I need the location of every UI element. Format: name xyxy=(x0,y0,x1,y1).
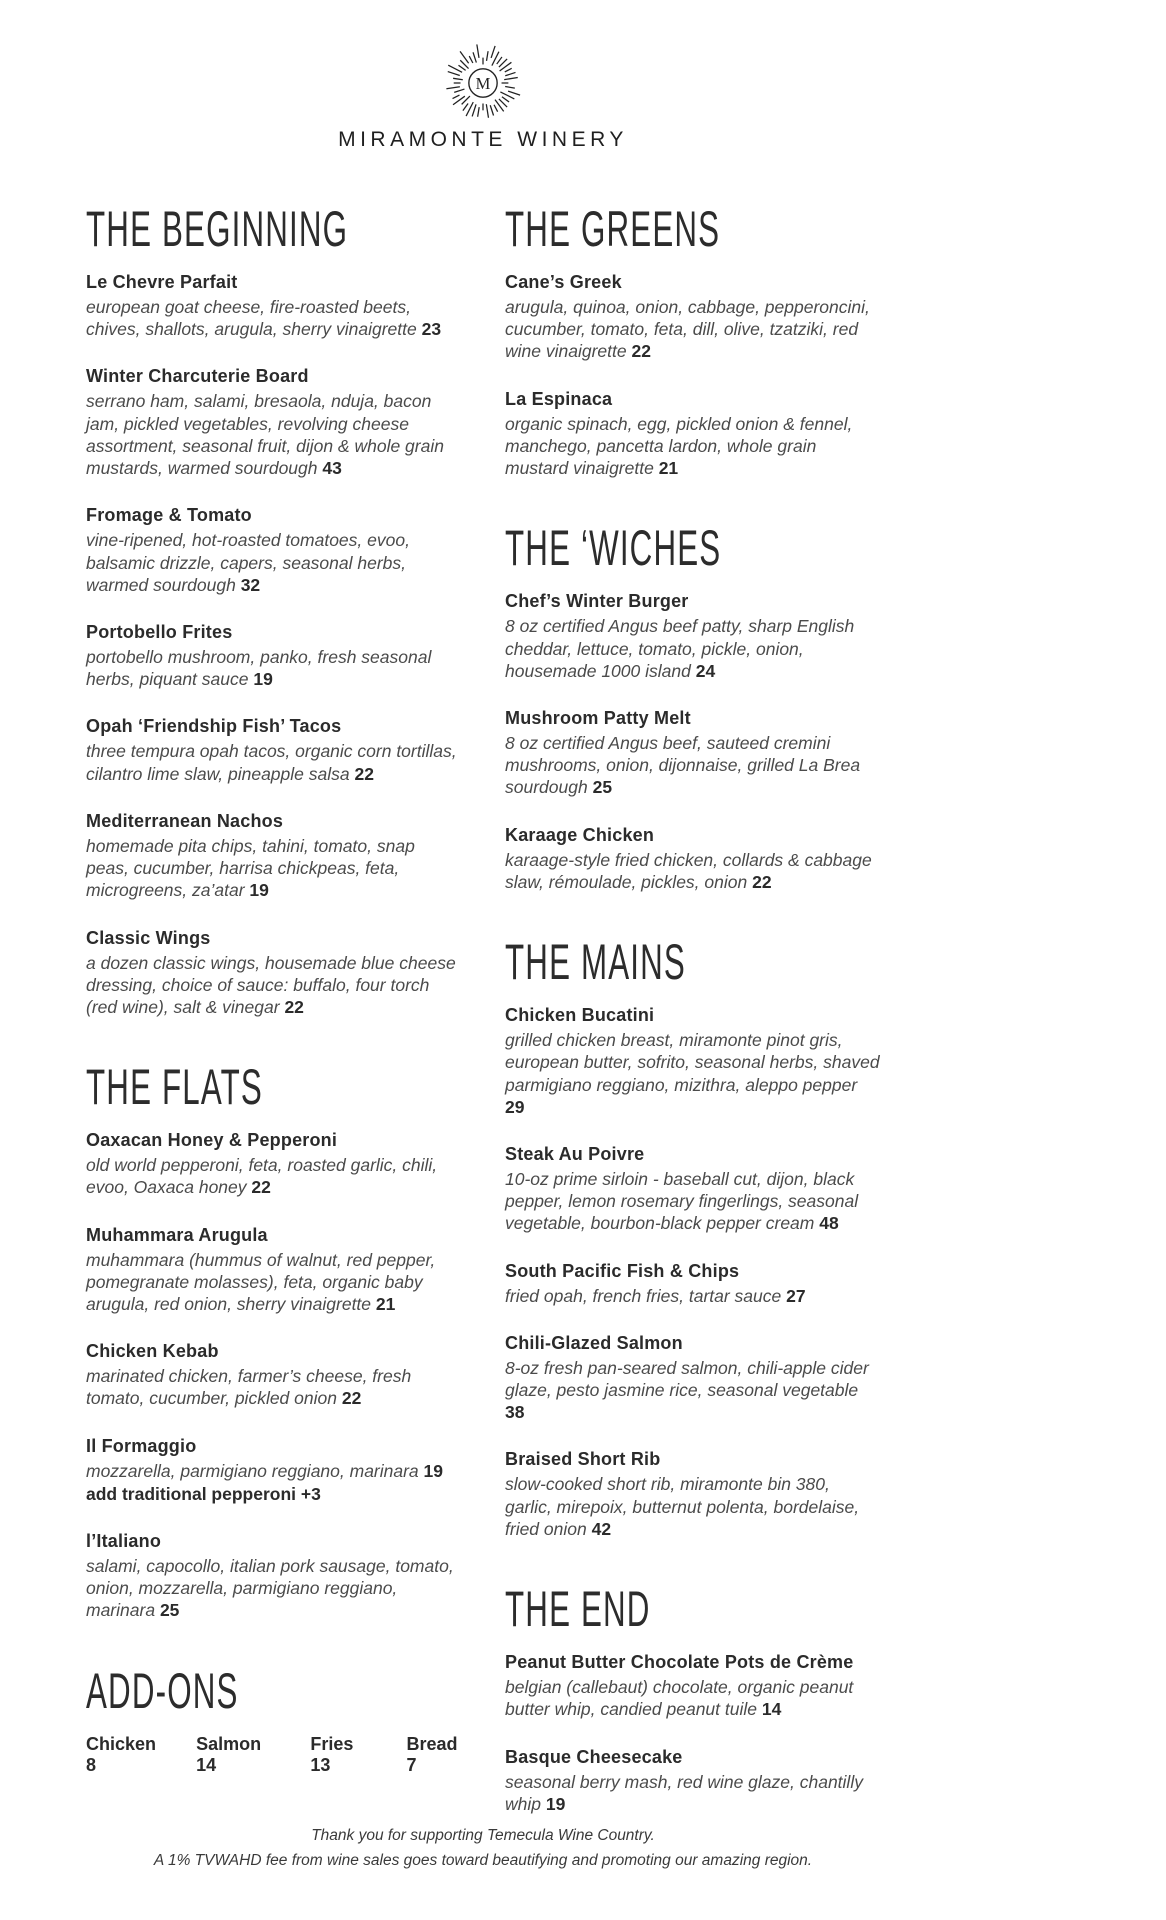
addon-price: 13 xyxy=(310,1754,331,1775)
menu-item xyxy=(86,1225,461,1316)
item-price: 19 xyxy=(249,880,269,901)
item-name: Cane’s Greek xyxy=(505,272,622,292)
item-price: 21 xyxy=(658,458,679,479)
item-description-row xyxy=(86,1365,461,1409)
item-price: 19 xyxy=(253,669,273,690)
item-name: Chef’s Winter Burger xyxy=(505,591,689,612)
item-name: Karaage Chicken xyxy=(505,824,655,845)
item-description: organic spinach, egg, pickled onion & fennel, manchego, pancetta lardon, whole grain mustard vinaigrette xyxy=(505,413,853,479)
addon-price: 7 xyxy=(406,1754,417,1775)
item-name: Peanut Butter Chocolate Pots de Crème xyxy=(505,1652,854,1673)
item-name: l’Italiano xyxy=(86,1530,162,1551)
section-title: ADD-ONS xyxy=(86,1663,239,1719)
sunburst-monogram-icon xyxy=(442,42,524,124)
section-heading xyxy=(86,196,461,258)
logo-letter: M xyxy=(475,73,491,93)
menu-item xyxy=(86,811,461,902)
item-name: Basque Cheesecake xyxy=(505,1746,683,1767)
item-name: Winter Charcuterie Board xyxy=(86,366,309,387)
item-price: 19 xyxy=(423,1460,444,1481)
item-description: old world pepperoni, feta, roasted garlic, chili, evoo, Oaxaca honey xyxy=(86,1155,438,1198)
item-description-row xyxy=(86,1249,461,1316)
item-description-row xyxy=(505,1473,880,1540)
item-description: 8-oz fresh pan-seared salmon, chili-apple cider glaze, pesto jasmine rice, seasonal vegetable xyxy=(505,1357,869,1401)
section-title: THE MAINS xyxy=(505,934,686,991)
item-price: 24 xyxy=(695,660,716,681)
menu-item xyxy=(505,708,880,799)
item-description-row xyxy=(86,835,461,902)
item-description: 10-oz prime sirloin - baseball cut, dijon, black pepper, lemon rosemary fingerlings, seasonal vegetable, bourbon-black pepper cream xyxy=(505,1168,859,1234)
item-description-row xyxy=(505,1676,880,1720)
item-description: vine-ripened, hot-roasted tomatoes, evoo, balsamic drizzle, capers, seasonal herbs, warmed sourdough xyxy=(86,530,410,595)
item-name: Fromage & Tomato xyxy=(86,505,252,526)
item-description-row xyxy=(505,1771,880,1815)
item-price: 14 xyxy=(761,1699,782,1720)
menu-item xyxy=(86,272,461,340)
section-heading xyxy=(505,929,880,991)
item-price: 27 xyxy=(786,1285,806,1306)
item-price: 22 xyxy=(354,763,374,784)
item-name: Braised Short Rib xyxy=(505,1449,661,1470)
menu-item xyxy=(505,1333,880,1424)
item-description-row xyxy=(86,1555,461,1622)
item-name: Mediterranean Nachos xyxy=(86,810,284,831)
item-name: Steak Au Poivre xyxy=(505,1143,645,1164)
menu-item xyxy=(86,1531,461,1622)
item-name: Opah ‘Friendship Fish’ Tacos xyxy=(86,716,342,737)
addon-name: Bread xyxy=(406,1733,458,1754)
menu-item xyxy=(86,716,461,784)
item-description-row xyxy=(86,740,461,784)
section-title: THE ‘WICHES xyxy=(505,521,722,577)
item-price: 42 xyxy=(591,1518,612,1539)
item-price: 38 xyxy=(505,1402,525,1423)
item-description-row xyxy=(86,529,461,596)
item-description-row xyxy=(505,615,880,682)
menu-item xyxy=(86,1130,461,1198)
item-price: 22 xyxy=(631,341,651,362)
brand-name: MIRAMONTE WINERY xyxy=(338,128,628,151)
menu-item xyxy=(505,1747,880,1815)
addon-item xyxy=(310,1734,366,1776)
menu-item xyxy=(505,825,880,893)
addon-item xyxy=(196,1734,270,1776)
item-name: Chicken Bucatini xyxy=(505,1005,655,1026)
item-description: 8 oz certified Angus beef patty, sharp English cheddar, lettuce, tomato, pickle, onion, housemade 1000 island xyxy=(505,616,855,681)
menu-section xyxy=(86,1054,461,1621)
item-name: Muhammara Arugula xyxy=(86,1224,268,1245)
menu-item xyxy=(505,1652,880,1720)
menu-item xyxy=(505,272,880,363)
menu-columns xyxy=(86,196,880,1841)
item-description-row xyxy=(86,646,461,690)
item-description-row xyxy=(505,732,880,799)
menu-item xyxy=(505,389,880,480)
item-name: Portobello Frites xyxy=(86,621,233,642)
item-description: serrano ham, salami, bresaola, nduja, bacon jam, pickled vegetables, revolving cheese assortment, seasonal fruit, dijon & whole grain mustards, warmed sourdough xyxy=(86,391,444,479)
item-description: karaage-style fried chicken, collards & cabbage slaw, rémoulade, pickles, onion xyxy=(505,849,872,892)
item-description-row xyxy=(505,296,880,363)
footer xyxy=(86,1824,880,1874)
menu-section xyxy=(505,1576,880,1815)
footer-line-1: Thank you for supporting Temecula Wine Country. xyxy=(311,1827,655,1845)
menu-section xyxy=(505,929,880,1540)
menu-item xyxy=(86,505,461,596)
item-note: add traditional pepperoni +3 xyxy=(86,1483,321,1504)
item-price: 22 xyxy=(341,1388,362,1409)
item-description-row xyxy=(505,413,880,480)
menu-item xyxy=(86,622,461,690)
section-title: THE FLATS xyxy=(86,1060,263,1116)
menu-section xyxy=(505,515,880,893)
item-price: 23 xyxy=(421,319,442,340)
menu-item xyxy=(505,1005,880,1118)
item-name: Oaxacan Honey & Pepperoni xyxy=(86,1130,338,1151)
menu-item xyxy=(86,928,461,1019)
item-description-row xyxy=(505,1029,880,1118)
item-description: arugula, quinoa, onion, cabbage, pepperoncini, cucumber, tomato, feta, dill, olive, tzatziki, red wine vinaigrette xyxy=(505,297,870,362)
item-description-row xyxy=(86,1460,461,1482)
footer-line-2: A 1% TVWAHD fee from wine sales goes toward beautifying and promoting our amazing region. xyxy=(153,1852,813,1870)
item-description: fried opah, french fries, tartar sauce xyxy=(505,1285,782,1306)
item-price: 19 xyxy=(545,1793,566,1814)
item-description-row xyxy=(86,1154,461,1198)
item-price: 29 xyxy=(505,1096,525,1117)
item-description: grilled chicken breast, miramonte pinot gris, european butter, sofrito, seasonal herbs, shaved parmigiano reggiano, mizithra, aleppo pepper xyxy=(505,1030,880,1095)
addon-item xyxy=(86,1734,156,1776)
section-heading xyxy=(505,196,880,258)
section-title: THE BEGINNING xyxy=(86,201,349,258)
menu-item xyxy=(86,1341,461,1409)
section-heading xyxy=(505,515,880,577)
masthead xyxy=(86,42,880,152)
item-description: a dozen classic wings, housemade blue cheese dressing, choice of sauce: buffalo, four torch (red wine), salt & vinegar xyxy=(86,952,456,1017)
addon-name: Fries xyxy=(310,1733,354,1754)
addon-price: 8 xyxy=(86,1754,97,1775)
item-description-row xyxy=(86,952,461,1019)
item-price: 25 xyxy=(592,777,613,798)
item-name: Chicken Kebab xyxy=(86,1341,219,1362)
item-description-row xyxy=(86,390,461,479)
item-price: 43 xyxy=(322,458,342,479)
item-description-row xyxy=(505,1357,880,1424)
menu-item xyxy=(505,1449,880,1540)
section-title: THE GREENS xyxy=(505,201,721,258)
addon-name: Salmon xyxy=(196,1733,262,1754)
item-description: mozzarella, parmigiano reggiano, marinara xyxy=(86,1460,419,1481)
item-name: Mushroom Patty Melt xyxy=(505,707,691,728)
item-price: 25 xyxy=(159,1600,180,1621)
menu-section xyxy=(505,196,880,479)
section-heading xyxy=(86,1658,461,1719)
menu-item xyxy=(86,366,461,479)
item-description: three tempura opah tacos, organic corn tortillas, cilantro lime slaw, pineapple salsa xyxy=(86,741,457,784)
item-description: muhammara (hummus of walnut, red pepper, pomegranate molasses), feta, organic baby arugula, red onion, sherry vinaigrette xyxy=(86,1249,436,1315)
item-price: 21 xyxy=(375,1294,396,1315)
item-price: 22 xyxy=(752,871,772,892)
section-title: THE END xyxy=(505,1582,651,1638)
menu-item xyxy=(86,1436,461,1505)
item-description: belgian (callebaut) chocolate, organic peanut butter whip, candied peanut tuile xyxy=(505,1677,854,1720)
menu-item xyxy=(505,591,880,682)
addon-item xyxy=(407,1734,461,1776)
item-description: seasonal berry mash, red wine glaze, chantilly whip xyxy=(505,1771,863,1814)
item-description: european goat cheese, fire-roasted beets, chives, shallots, arugula, sherry vinaigrette xyxy=(86,297,417,340)
item-price: 22 xyxy=(284,996,304,1017)
winery-logo xyxy=(86,42,880,124)
addon-price: 14 xyxy=(196,1754,217,1775)
menu-column-right xyxy=(505,196,880,1841)
item-description-row xyxy=(505,849,880,893)
item-description-row xyxy=(505,1285,880,1307)
item-description: slow-cooked short rib, miramonte bin 380, garlic, mirepoix, butternut polenta, bordelaise, fried onion xyxy=(505,1474,860,1539)
item-description: salami, capocollo, italian pork sausage, tomato, onion, mozzarella, parmigiano reggiano, marinara xyxy=(86,1555,454,1621)
item-name: South Pacific Fish & Chips xyxy=(505,1260,740,1281)
menu-section xyxy=(86,1658,461,1776)
item-description-row xyxy=(86,296,461,340)
item-name: Il Formaggio xyxy=(86,1435,197,1456)
item-name: Classic Wings xyxy=(86,927,211,948)
item-price: 48 xyxy=(819,1213,839,1234)
item-price: 22 xyxy=(251,1177,271,1198)
item-name: La Espinaca xyxy=(505,388,613,409)
item-name: Chili-Glazed Salmon xyxy=(505,1332,683,1353)
section-heading xyxy=(86,1054,461,1116)
addon-name: Chicken xyxy=(86,1733,157,1754)
menu-section xyxy=(86,196,461,1018)
item-description: portobello mushroom, panko, fresh seasonal herbs, piquant sauce xyxy=(86,646,432,690)
section-heading xyxy=(505,1576,880,1638)
menu-item xyxy=(505,1261,880,1307)
menu-column-left xyxy=(86,196,461,1776)
item-description: 8 oz certified Angus beef, sauteed cremini mushrooms, onion, dijonnaise, grilled La Brea sourdough xyxy=(505,732,861,798)
menu-item xyxy=(505,1144,880,1235)
item-price: 32 xyxy=(240,574,261,595)
item-name: Le Chevre Parfait xyxy=(86,272,238,292)
addons-row xyxy=(86,1734,461,1776)
item-description: homemade pita chips, tahini, tomato, snap peas, cucumber, harrisa chickpeas, feta, microgreens, za’atar xyxy=(86,835,415,901)
item-description: marinated chicken, farmer’s cheese, fresh tomato, cucumber, pickled onion xyxy=(86,1366,412,1409)
item-description-row xyxy=(505,1168,880,1235)
